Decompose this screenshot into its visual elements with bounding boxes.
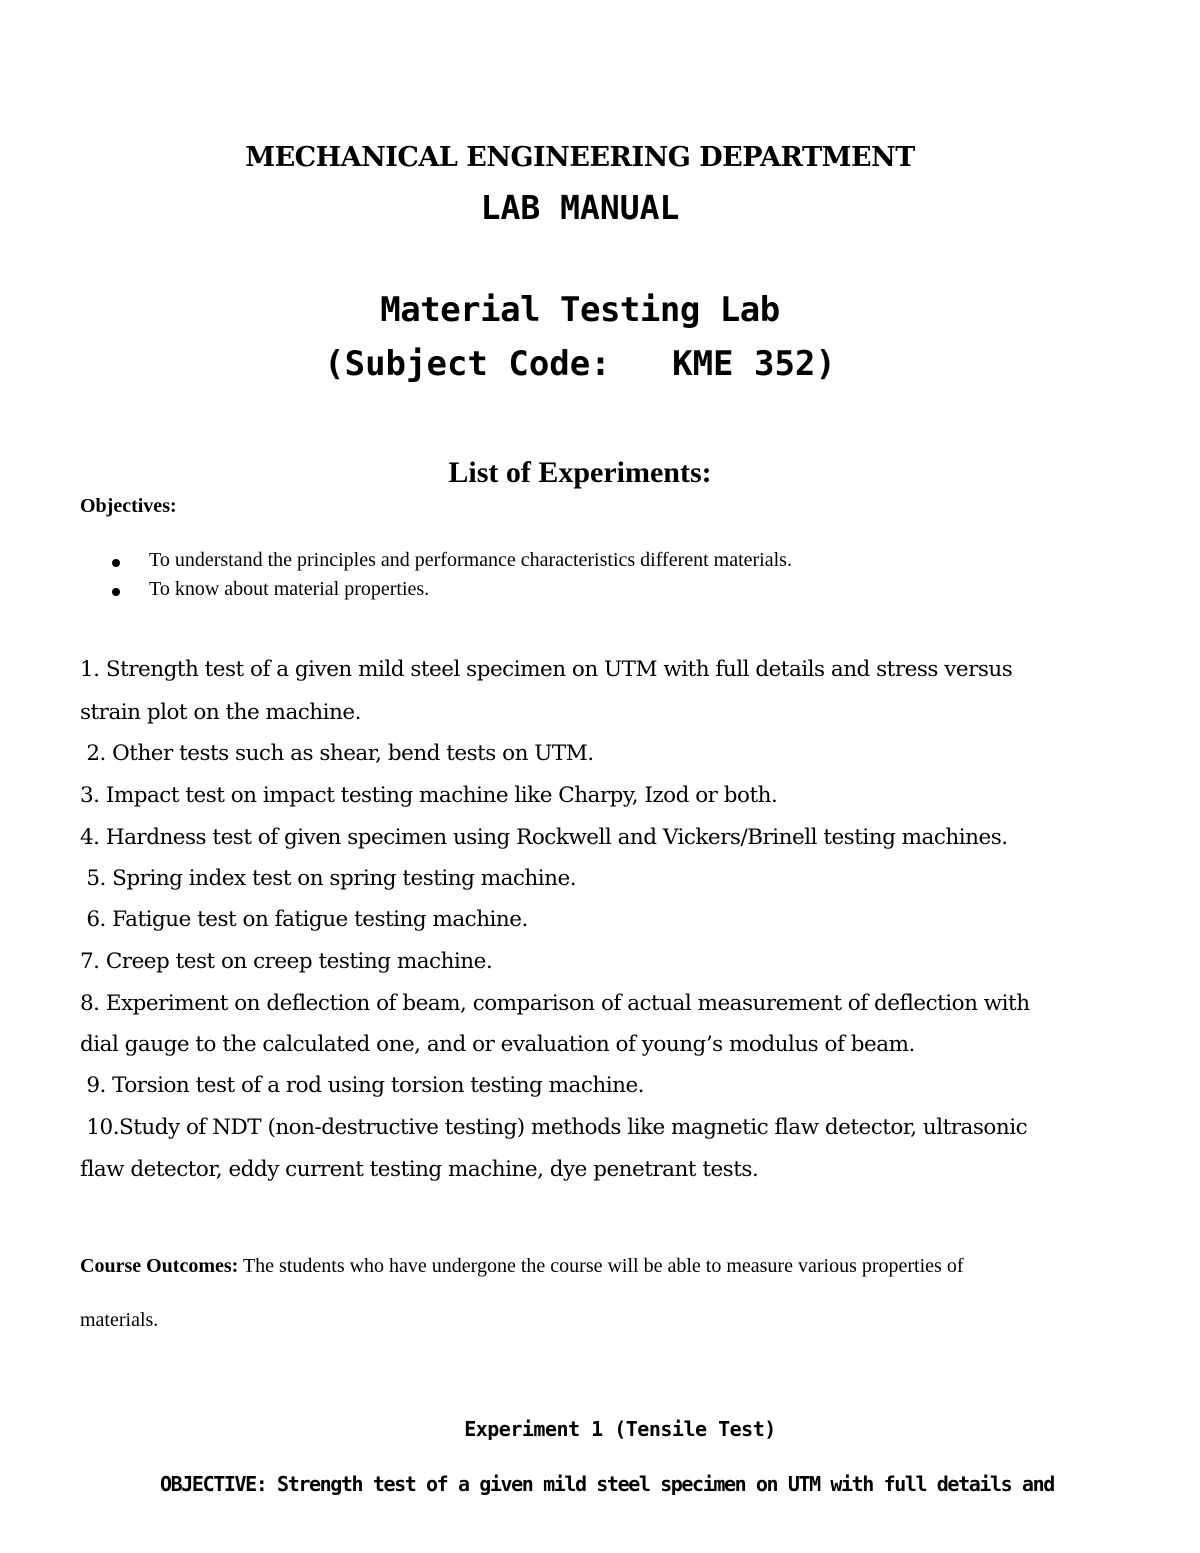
experiment-1-title: Experiment 1 (Tensile Test) (464, 1417, 776, 1441)
experiment-line: 2. Other tests such as shear, bend tests on UTM. (80, 741, 594, 766)
experiment-line: flaw detector, eddy current testing machine, dye penetrant tests. (80, 1157, 759, 1182)
bullet-icon (112, 588, 120, 596)
experiment-line: 5. Spring index test on spring testing machine. (80, 866, 577, 891)
subject-title: Material Testing Lab (380, 290, 780, 330)
experiment-line: dial gauge to the calculated one, and or evaluation of young’s modulus of beam. (80, 1032, 915, 1057)
experiment-line: 9. Torsion test of a rod using torsion testing machine. (80, 1073, 645, 1098)
experiment-line: strain plot on the machine. (80, 700, 361, 725)
experiment-line: 7. Creep test on creep testing machine. (80, 949, 493, 974)
experiment-line: 10.Study of NDT (non-destructive testing) methods like magnetic flaw detector, ultrasonic (80, 1115, 1028, 1140)
objectives-label: Objectives: (80, 495, 177, 517)
department-heading: MECHANICAL ENGINEERING DEPARTMENT (245, 142, 915, 173)
objective-text: To know about material properties. (149, 578, 430, 600)
experiment-line: 8. Experiment on deflection of beam, comparison of actual measurement of deflection with (80, 991, 1030, 1016)
experiment-line: 3. Impact test on impact testing machine like Charpy, Izod or both. (80, 783, 778, 808)
experiment-line: 1. Strength test of a given mild steel specimen on UTM with full details and stress versus (80, 657, 1013, 682)
course-outcomes-paragraph (80, 1255, 963, 1278)
lab-manual-heading: LAB MANUAL (480, 188, 680, 227)
experiment-1-objective: OBJECTIVE: Strength test of a given mild steel specimen on UTM with full details and (160, 1472, 1054, 1496)
course-outcomes-continuation: materials. (80, 1309, 159, 1331)
course-outcomes-text: The students who have undergone the course will be able to measure various properties of (238, 1255, 964, 1277)
list-of-experiments-heading: List of Experiments: (448, 456, 712, 489)
objective-text: To understand the principles and performance characteristics different materials. (149, 549, 792, 571)
bullet-icon (112, 559, 120, 567)
subject-code: (Subject Code: KME 352) (324, 344, 836, 384)
experiment-line: 6. Fatigue test on fatigue testing machine. (80, 907, 528, 932)
course-outcomes-label: Course Outcomes: (80, 1255, 239, 1277)
experiment-line: 4. Hardness test of given specimen using Rockwell and Vickers/Brinell testing machines. (80, 825, 1008, 850)
